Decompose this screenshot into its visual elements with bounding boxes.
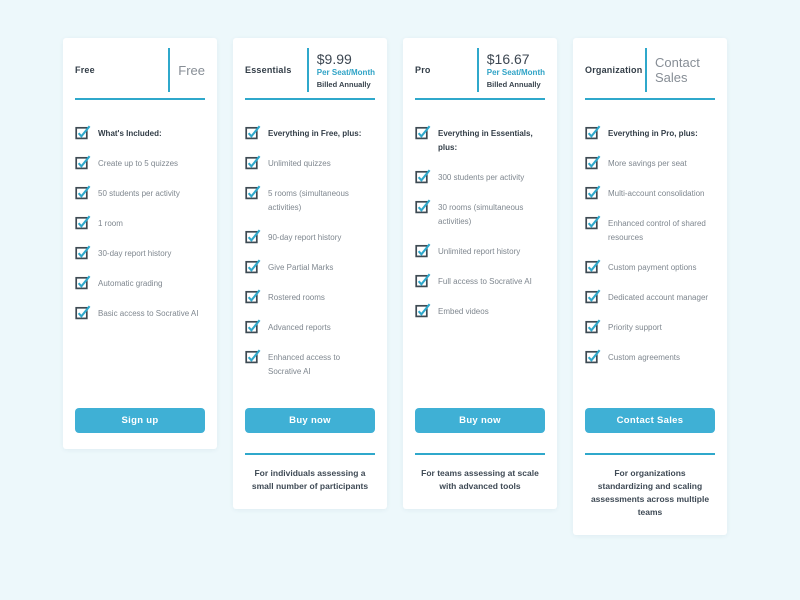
feature-label: Custom payment options [608,263,697,272]
cta-button-organization[interactable]: Contact Sales [585,408,715,433]
checkbox-checked-icon [585,184,601,200]
feature-item [415,170,545,185]
checkbox-checked-icon [585,318,601,334]
plan-price-amount: $16.67 [486,51,530,67]
feature-item [415,200,545,229]
pricing-cards [63,38,727,535]
feature-item [245,156,375,171]
feature-item [245,126,375,141]
plan-price-amount: $9.99 [316,51,352,67]
header-underline [245,98,375,100]
feature-item [585,290,715,305]
plan-title: Free [75,65,95,75]
checkbox-checked-icon [75,304,91,320]
feature-item [585,320,715,335]
feature-list [585,126,715,408]
feature-list [75,126,205,408]
checkbox-checked-icon [415,168,431,184]
feature-list [245,126,375,408]
cta-button-free[interactable]: Sign up [75,408,205,433]
plan-price-text: Free [178,62,205,78]
checkbox-checked-icon [75,274,91,290]
plan-description: For teams assessing at scale with advanced tools [421,468,539,491]
card-header [585,48,715,98]
feature-item [245,260,375,275]
feature-label: Dedicated account manager [608,293,709,302]
pricing-card-pro [403,38,557,509]
feature-label: Embed videos [438,307,489,316]
feature-label: 30 rooms (simultaneous activities) [438,203,524,226]
footer-divider [585,453,715,455]
pricing-card-free [63,38,217,449]
checkbox-checked-icon [415,302,431,318]
checkbox-checked-icon [245,258,261,274]
cta-button-pro[interactable]: Buy now [415,408,545,433]
feature-label: Give Partial Marks [268,263,334,272]
feature-item [585,186,715,201]
feature-item [75,216,205,231]
feature-label: Multi-account consolidation [608,189,705,198]
checkbox-checked-icon [585,348,601,364]
feature-item [245,290,375,305]
feature-label: Custom agreements [608,353,681,362]
feature-label: Everything in Pro, plus: [608,129,698,138]
feature-label: 5 rooms (simultaneous activities) [268,189,349,212]
checkbox-checked-icon [415,198,431,214]
feature-item [75,186,205,201]
plan-billing-note: Billed Annually [486,80,541,89]
feature-item [415,126,545,155]
plan-price-block [479,51,545,89]
feature-list [415,126,545,408]
card-header [245,48,375,98]
feature-label: Enhanced access to Socrative AI [268,353,341,376]
checkbox-checked-icon [585,258,601,274]
feature-item [75,126,205,141]
pricing-card-essentials [233,38,387,509]
checkbox-checked-icon [245,124,261,140]
feature-label: Basic access to Socrative AI [98,309,199,318]
feature-item [585,350,715,365]
header-underline [415,98,545,100]
pricing-card-organization [573,38,727,535]
footer-divider [245,453,375,455]
feature-item [245,320,375,335]
plan-price-block [647,55,715,85]
checkbox-checked-icon [75,124,91,140]
plan-price-block [309,51,375,89]
feature-label: What's Included: [98,129,162,138]
feature-item [585,216,715,245]
header-underline [75,98,205,100]
plan-billing-note: Billed Annually [316,80,371,89]
feature-label: 30-day report history [98,249,172,258]
feature-label: Create up to 5 quizzes [98,159,179,168]
checkbox-checked-icon [245,288,261,304]
checkbox-checked-icon [75,214,91,230]
plan-description: For organizations standardizing and scaling assessments across multiple teams [590,468,710,517]
feature-label: 90-day report history [268,233,342,242]
feature-label: 1 room [98,219,123,228]
feature-item [585,260,715,275]
feature-item [75,156,205,171]
plan-title: Organization [585,65,643,75]
feature-label: Automatic grading [98,279,163,288]
feature-label: Unlimited quizzes [268,159,331,168]
checkbox-checked-icon [245,154,261,170]
feature-label: Advanced reports [268,323,331,332]
feature-item [415,244,545,259]
checkbox-checked-icon [245,348,261,364]
checkbox-checked-icon [75,244,91,260]
checkbox-checked-icon [245,228,261,244]
plan-description: For individuals assessing a small number of participants [251,468,369,491]
plan-price-block [170,63,205,78]
card-header [75,48,205,98]
feature-label: 300 students per activity [438,173,525,182]
plan-title: Essentials [245,65,292,75]
feature-label: Everything in Essentials, plus: [438,129,533,152]
feature-label: Everything in Free, plus: [268,129,362,138]
plan-price-text: Contact Sales [655,55,700,85]
feature-item [585,156,715,171]
feature-item [75,306,205,321]
checkbox-checked-icon [585,214,601,230]
feature-item [75,276,205,291]
header-underline [585,98,715,100]
feature-label: 50 students per activity [98,189,180,198]
feature-label: Enhanced control of shared resources [608,219,706,242]
checkbox-checked-icon [245,184,261,200]
checkbox-checked-icon [415,272,431,288]
checkbox-checked-icon [75,184,91,200]
feature-label: Priority support [608,323,662,332]
checkbox-checked-icon [245,318,261,334]
checkbox-checked-icon [585,288,601,304]
feature-label: More savings per seat [608,159,687,168]
feature-label: Rostered rooms [268,293,325,302]
checkbox-checked-icon [585,124,601,140]
feature-item [415,274,545,289]
checkbox-checked-icon [415,242,431,258]
footer-divider [415,453,545,455]
plan-title: Pro [415,65,431,75]
checkbox-checked-icon [415,124,431,140]
cta-button-essentials[interactable]: Buy now [245,408,375,433]
feature-label: Full access to Socrative AI [438,277,532,286]
card-header [415,48,545,98]
feature-item [75,246,205,261]
feature-item [245,230,375,245]
checkbox-checked-icon [75,154,91,170]
plan-price-period: Per Seat/Month [316,68,375,77]
feature-item [585,126,715,141]
feature-item [245,350,375,379]
feature-label: Unlimited report history [438,247,521,256]
feature-item [245,186,375,215]
checkbox-checked-icon [585,154,601,170]
plan-price-period: Per Seat/Month [486,68,545,77]
feature-item [415,304,545,319]
